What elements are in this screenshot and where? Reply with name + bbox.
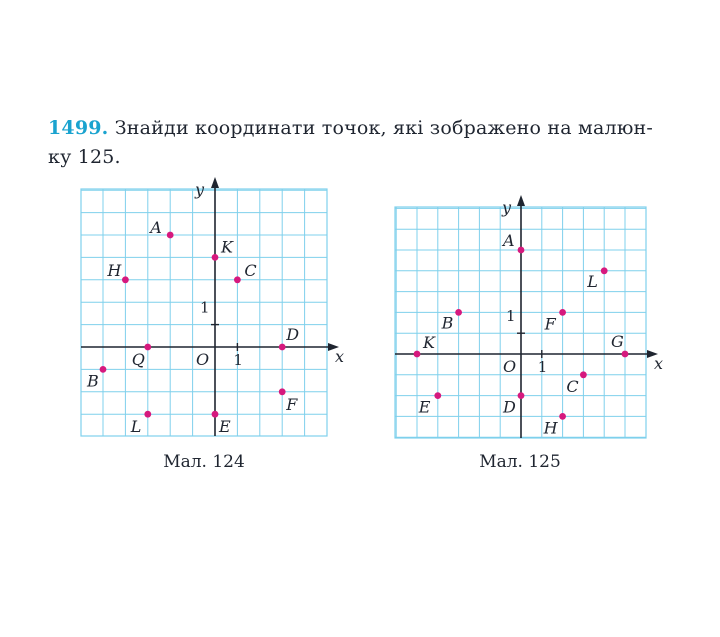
point-label-d: D bbox=[286, 325, 300, 344]
point-label-e: E bbox=[418, 397, 431, 417]
figure-125-plane bbox=[395, 195, 663, 438]
point-label-h: H bbox=[543, 418, 558, 438]
origin-label: O bbox=[196, 350, 210, 369]
point-label-f: F bbox=[286, 394, 298, 414]
point-h bbox=[122, 276, 129, 283]
y-axis-arrow bbox=[517, 195, 525, 206]
point-label-k: K bbox=[423, 333, 435, 352]
point-e bbox=[212, 411, 219, 418]
point-label-b: B bbox=[87, 371, 99, 391]
point-c bbox=[234, 276, 241, 283]
point-a bbox=[167, 232, 174, 239]
point-d bbox=[518, 392, 525, 399]
point-g bbox=[622, 351, 629, 358]
task-number: 1499. bbox=[48, 117, 109, 139]
point-label-a: A bbox=[150, 218, 162, 237]
point-label-l: L bbox=[587, 271, 598, 291]
y-axis-label: y bbox=[195, 180, 205, 199]
y-axis-arrow bbox=[211, 177, 219, 188]
x-axis-label: x bbox=[654, 354, 664, 373]
point-label-k: K bbox=[221, 237, 233, 257]
task-text-line-2: ку 125. bbox=[48, 146, 121, 168]
point-label-h: H bbox=[107, 260, 122, 280]
point-k bbox=[212, 254, 219, 261]
point-b bbox=[455, 309, 462, 316]
point-e bbox=[434, 392, 441, 399]
point-d bbox=[279, 344, 286, 351]
point-label-a: A bbox=[503, 231, 515, 250]
point-l bbox=[144, 411, 151, 418]
point-label-e: E bbox=[219, 417, 231, 437]
point-label-q: Q bbox=[131, 350, 145, 369]
point-q bbox=[144, 344, 151, 351]
point-label-b: B bbox=[441, 313, 454, 333]
figure-124-plane bbox=[81, 177, 344, 436]
point-label-l: L bbox=[130, 417, 142, 437]
point-f bbox=[279, 388, 286, 395]
point-b bbox=[100, 366, 107, 373]
point-label-g: G bbox=[611, 332, 624, 351]
figure-125-caption: Мал. 125 bbox=[479, 452, 561, 472]
point-l bbox=[601, 267, 608, 274]
x-tick-label: 1 bbox=[537, 358, 548, 376]
point-a bbox=[518, 247, 525, 254]
y-axis-label: y bbox=[502, 198, 512, 217]
point-label-f: F bbox=[544, 314, 556, 334]
point-label-c: C bbox=[566, 376, 579, 396]
point-f bbox=[559, 309, 566, 316]
figure-124-caption: Мал. 124 bbox=[163, 452, 245, 472]
point-c bbox=[580, 371, 587, 378]
y-tick-label: 1 bbox=[506, 307, 516, 326]
task-text-line-1: Знайди координати точок, які зображено на малюн- bbox=[114, 117, 654, 139]
x-axis-label: x bbox=[335, 347, 345, 366]
y-tick-label: 1 bbox=[200, 298, 210, 317]
point-label-c: C bbox=[244, 260, 257, 280]
point-h bbox=[559, 413, 566, 420]
point-label-d: D bbox=[503, 397, 516, 417]
point-k bbox=[414, 351, 421, 358]
x-tick-label: 1 bbox=[233, 351, 243, 369]
origin-label: O bbox=[503, 357, 517, 376]
